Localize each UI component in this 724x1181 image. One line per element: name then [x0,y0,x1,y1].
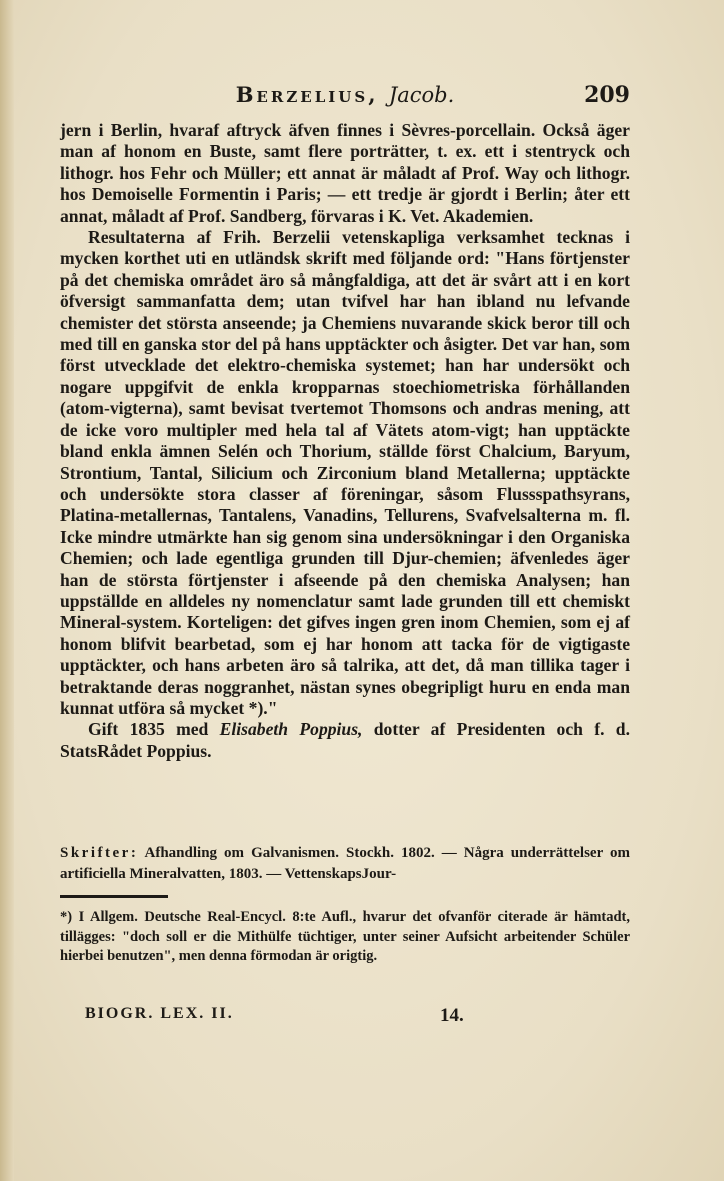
spouse-name: Elisabeth Poppius, [219,719,363,740]
page-header [60,80,630,114]
footnote-rule [60,895,168,898]
running-head-firstname: Jacob. [388,83,455,107]
writings-text: Afhandling om Galvanismen. Stockh. 1802. — Några underrättelser om artificiella Mineralvatten, 1803. — VettenskapsJour- [60,845,630,882]
paragraph-portraits: jern i Berlin, hvaraf aftryck äfven finnes i Sèvres-porcellain. Också äger man af honom en Buste, samt flere porträtter, t. ex. ett i stentryck och lithogr. hos Fehr och Müller; ett annat är måladt af Prof. Way och lithogr. hos Demoiselle Formentin i Paris; — ett tredje är gjordt i Berlin; åter ett annat, måladt af Prof. Sandberg, förvaras i K. Vet. Akademien. [60,120,630,226]
writings-list [60,843,630,885]
main-text [60,120,630,762]
page-footer [85,1005,630,1031]
page-gutter [0,0,14,1181]
page-number: 209 [584,82,630,108]
paragraph-marriage [60,719,630,762]
marriage-suffix: dotter af Presidenten och f. d. StatsRådet Poppius. [60,719,630,761]
sheet-number: 14. [440,1005,464,1026]
writings-label: Skrifter: [60,845,139,861]
signature-mark: BIOGR. LEX. II. [85,1005,234,1022]
footnote: *) I Allgem. Deutsche Real-Encycl. 8:te Aufl., hvarur det ofvanför citerade är hämtadt, tillägges: "doch soll er die Mithülfe tüchtiger, unter seiner Aufsicht arbeitender Schüler hierbei benutzen", men denna förmodan är origtig. [60,909,630,964]
running-head-surname: Berzelius, [235,82,379,107]
marriage-prefix: Gift 1835 med [88,719,220,740]
running-head [60,82,630,107]
paragraph-results: Resultaterna af Frih. Berzelii vetenskapliga verksamhet tecknas i mycken korthet uti en utländsk skrift med följande ord: "Hans förtjenster på det chemiska området äro så mångfaldiga, att det är svårt att i en kort öfversigt sammanfatta dem; utan tvifvel har han ibland nu lefvande chemister det största anseende; ja Chemiens nuvarande skick beror till och med till en ganska stor del på hans upptäckter och åsigter. Det var han, som först utvecklade det elektro-chemiska systemet; han har undersökt och nogare uppgifvit de enkla kropparnas stoechiometriska förhållanden (atom-vigterna), samt bevisat tvertemot Thomsons och andras mening, att de icke voro multipler med hela tal af Vätets atom-vigt; han upptäckte bland enkla ämnen Selén och Thorium, ställde först Chalcium, Baryum, Strontium, Tantal, Silicium och Zirconium bland Metallerna; upptäckte och undersökte stora classer af föreningar, såsom Flussspathsyrans, Platina-metallernas, Tantalens, Vanadins, Tellurens, Svafvelsalterna m. fl. Icke mindre utmärkte han sig genom sina undersökningar i den Organiska Chemien; och lade egentliga grunden till Djur-chemien; äfvenledes äger han de största förtjenster i afseende på den chemiska Analysen; han uppställde en alldeles ny nomenclatur samt lade grunden till ett chemiskt Mineral-system. Korteligen: det gifves ingen gren inom Chemien, som ej af honom blifvit bearbetad, som ej har honom att tacka för de vigtigaste upptäckter, och hans arbeten äro så talrika, att det, då man tillika tager i betraktande deras noggranhet, nästan synes obegripligt huru en enda man kunnat utföra så mycket *)." [60,227,630,718]
